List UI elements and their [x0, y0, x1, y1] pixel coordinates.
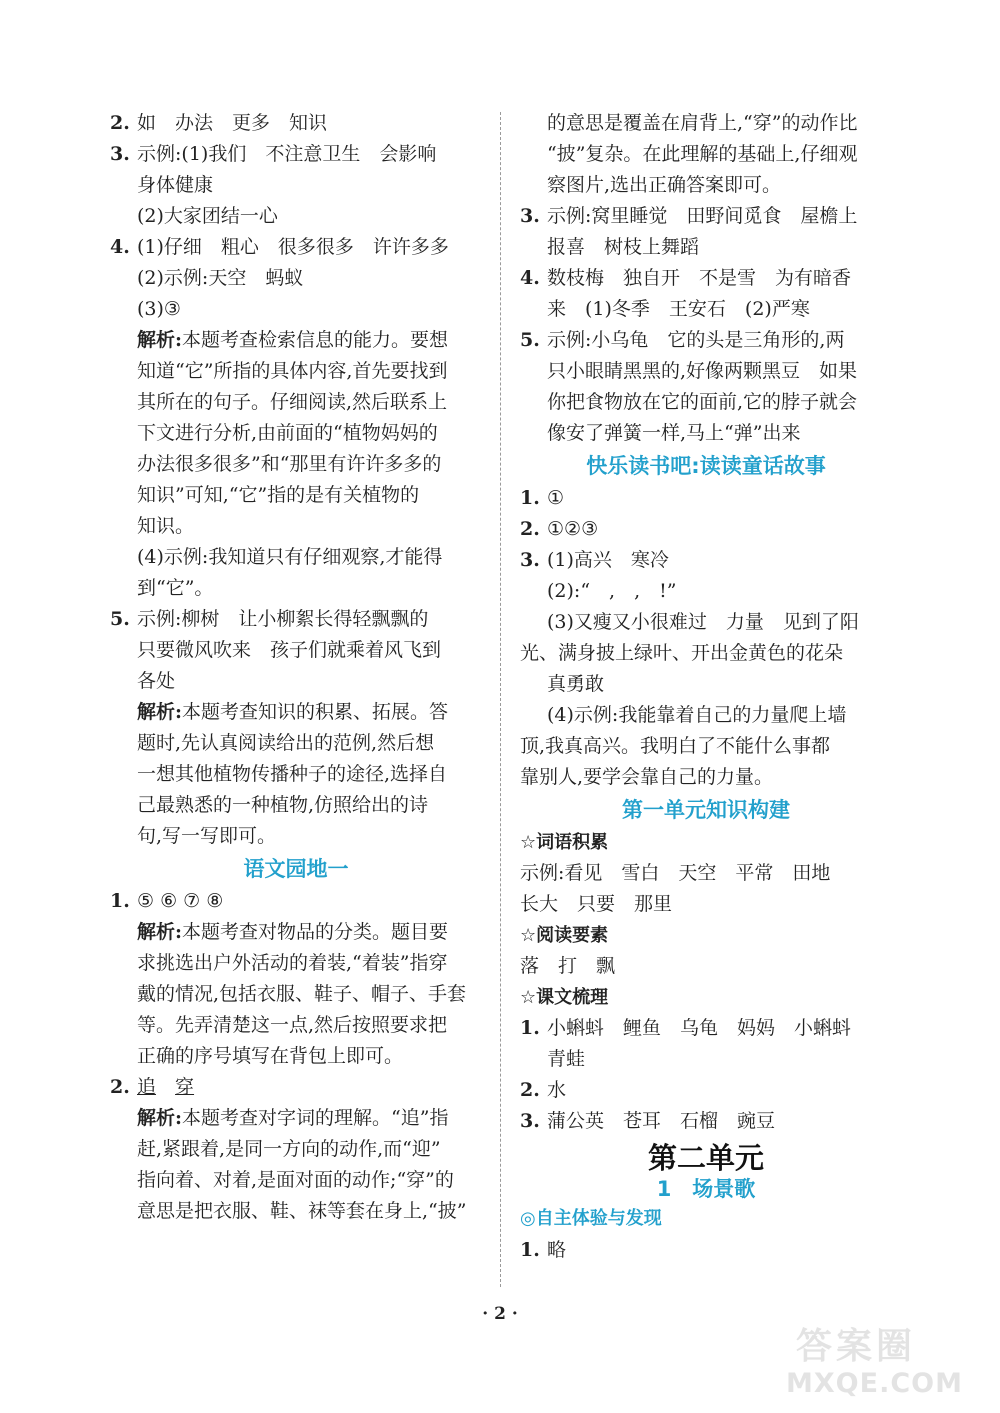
answer-4-line: (4)示例:我知道只有仔细观察,才能得 [137, 546, 443, 568]
right-column [520, 108, 892, 1266]
watermark-text: 答案圈 [796, 1326, 917, 1367]
vocab-line: 长大 只要 那里 [520, 893, 673, 915]
analysis-continued-line: 察图片,选出正确答案即可。 [547, 174, 782, 196]
answer-line: 靠别人,要学会靠自己的力量。 [520, 766, 774, 788]
answer-line: 青蛙 [547, 1048, 586, 1070]
answer-line: (2):“ , , !” [547, 580, 677, 602]
analysis-line: 一想其他植物传播种子的途径,选择自 [137, 763, 448, 785]
analysis-line: 句,写一写即可。 [137, 825, 277, 847]
answer-line: 只小眼睛黑黑的,好像两颗黑豆 如果 [547, 360, 858, 382]
vocab-line: 示例:看见 雪白 天空 平常 田地 [520, 862, 831, 884]
analysis-line: 下文进行分析,由前面的“植物妈妈的 [137, 422, 438, 444]
yuandi-answer-4: 4. 数枝梅 独自开 不是雪 为有暗香 [520, 267, 852, 289]
analysis-line: 戴的情况,包括衣服、鞋子、帽子、手套 [137, 983, 467, 1005]
analysis-line: 办法很多很多”和“那里有许许多多的 [137, 453, 442, 475]
answer-4-line: (2)示例:天空 蚂蚁 [137, 267, 304, 289]
analysis-line: 指向着、对着,是面对面的动作;“穿”的 [137, 1169, 454, 1191]
reading-answer-1: 1. ① [520, 487, 565, 509]
analysis-line: 正确的序号填写在背包上即可。 [137, 1045, 404, 1067]
analysis-5: 解析:本题考查知识的积累、拓展。答 [137, 701, 449, 723]
analysis-line: 等。先弄清楚这一点,然后按照要求把 [137, 1014, 448, 1036]
review-answer-3: 3. 蒲公英 苍耳 石榴 豌豆 [520, 1110, 776, 1132]
section-title-yuwen-yuandi: 语文园地一 [243, 857, 349, 881]
analysis-line: 己最熟悉的一种植物,仿照给出的诗 [137, 794, 429, 816]
analysis-continued-line: “披”复杂。在此理解的基础上,仔细观 [547, 143, 858, 165]
column-divider [500, 112, 501, 1287]
answer-3-line: 身体健康 [137, 174, 214, 196]
reading-answer-2: 2. ①②③ [520, 518, 599, 540]
answer-5: 5. 示例:柳树 让小柳絮长得轻飘飘的 [110, 608, 429, 630]
answer-line: (4)示例:我能靠着自己的力量爬上墙 [547, 704, 847, 726]
watermark-url: MXQE.COM [786, 1368, 963, 1399]
answer-line: 来 (1)冬季 王安石 (2)严寒 [547, 298, 810, 320]
analysis-continued-line: 的意思是覆盖在肩背上,“穿”的动作比 [547, 112, 858, 134]
analysis-line: 知识”可知,“它”指的是有关植物的 [137, 484, 420, 506]
answer-4-line: 到“它”。 [137, 577, 214, 599]
answer-5-line: 只要微风吹来 孩子们就乘着风飞到 [137, 639, 442, 661]
review-answer-1: 1. 小蝌蚪 鲤鱼 乌龟 妈妈 小蝌蚪 [520, 1017, 852, 1039]
reading-elements-line: 落 打 飘 [520, 955, 616, 977]
heading-vocabulary: ☆词语积累 [520, 832, 609, 853]
answer-line: 光、满身披上绿叶、开出金黄色的花朵 [520, 642, 844, 664]
answer-5-line: 各处 [137, 670, 176, 692]
section-title-knowledge: 第一单元知识构建 [622, 798, 790, 822]
reading-answer-3: 3. (1)高兴 寒冷 [520, 549, 669, 571]
yuandi-analysis-1: 解析:本题考查对物品的分类。题目要 [137, 921, 449, 943]
review-answer-2: 2. 水 [520, 1079, 567, 1101]
analysis-line: 知识。 [137, 515, 195, 537]
answer-line: 顶,我真高兴。我明白了不能什么事都 [520, 735, 831, 757]
analysis-line: 题时,先认真阅读给出的范例,然后想 [137, 732, 435, 754]
analysis-line: 知道“它”所指的具体内容,首先要找到 [137, 360, 448, 382]
answer-4: 4. (1)仔细 粗心 很多很多 许许多多 [110, 236, 449, 258]
answer-3-line: (2)大家团结一心 [137, 205, 278, 227]
analysis-4: 解析:本题考查检索信息的能力。要想 [137, 329, 449, 351]
answer-3: 3. 示例:(1)我们 不注意卫生 会影响 [110, 143, 437, 165]
yuandi-answer-5: 5. 示例:小乌龟 它的头是三角形的,两 [520, 329, 845, 351]
heading-reading-elements: ☆阅读要素 [520, 925, 609, 946]
analysis-line: 意思是把衣服、鞋、袜等套在身上,“披” [137, 1200, 467, 1222]
section-title-kuaile-dushu: 快乐读书吧:读读童话故事 [586, 454, 826, 478]
answer-4-line: (3)③ [137, 298, 181, 320]
answer-line: 你把食物放在它的面前,它的脖子就会 [547, 391, 858, 413]
yuandi-analysis-2: 解析:本题考查对字词的理解。“追”指 [137, 1107, 449, 1129]
answer-line: 像安了弹簧一样,马上“弹”出来 [547, 422, 801, 444]
answer-line: 报喜 树枝上舞蹈 [547, 236, 700, 258]
subsection-title: ◎自主体验与发现 [520, 1208, 662, 1229]
answer-line: (3)又瘦又小很难过 力量 见到了阳 [547, 611, 859, 633]
watermark-logo [786, 1318, 990, 1406]
analysis-line: 其所在的句子。仔细阅读,然后联系上 [137, 391, 448, 413]
yuandi-answer-2: 2. 追 穿 [110, 1076, 195, 1098]
yuandi-answer-1: 1. ⑤ ⑥ ⑦ ⑧ [110, 890, 224, 912]
analysis-line: 赶,紧跟着,是同一方向的动作,而“迎” [137, 1138, 441, 1160]
unit-title: 第二单元 [647, 1141, 764, 1175]
analysis-line: 求挑选出户外活动的着装,“着装”指穿 [137, 952, 448, 974]
yuandi-answer-3: 3. 示例:窝里睡觉 田野间觅食 屋檐上 [520, 205, 858, 227]
lesson-answer-1: 1. 略 [520, 1239, 567, 1261]
heading-text-review: ☆课文梳理 [520, 987, 609, 1008]
left-column [110, 108, 482, 1227]
answer-line: 真勇敢 [547, 673, 605, 695]
answer-2: 2. 如 办法 更多 知识 [110, 112, 328, 134]
page-number: · 2 · [482, 1304, 518, 1324]
lesson-title: 1 场景歌 [656, 1177, 756, 1201]
